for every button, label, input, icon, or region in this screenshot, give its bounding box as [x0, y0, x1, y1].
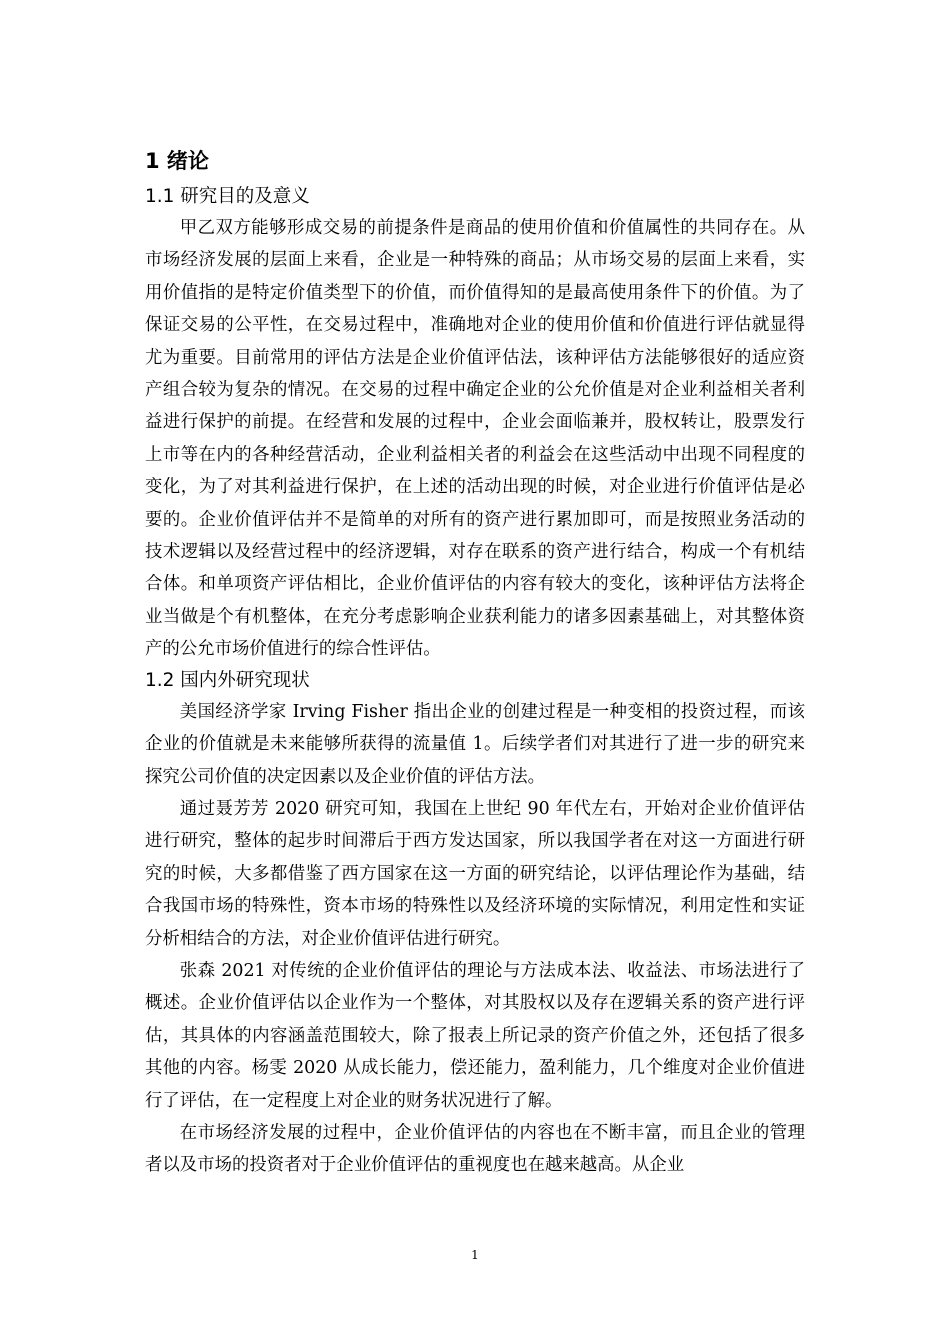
paragraph: 美国经济学家 Irving Fisher 指出企业的创建过程是一种变相的投资过程，而该企业的价值就是未来能够所获得的流量值 1。后续学者们对其进行了进一步的研究来探究公司价值的决定因素以及企业价值的评估方法。 — [145, 701, 805, 787]
document-page — [145, 130, 805, 1182]
section-1-2 — [145, 666, 805, 1182]
paragraph: 张森 2021 对传统的企业价值评估的理论与方法成本法、收益法、市场法进行了概述。企业价值评估以企业作为一个整体，对其股权以及存在逻辑关系的资产进行评估，其具体的内容涵盖范围较大，除了报表上所记录的资产价值之外，还包括了很多其他的内容。杨雯 2020 从成长能力，偿还能力，盈利能力，几个维度对企业价值进行了评估，在一定程度上对企业的财务状况进行了解。 — [145, 960, 805, 1111]
section-heading: 1.2 国内外研究现状 — [145, 669, 310, 691]
chapter-title: 1 绪论 — [145, 149, 209, 173]
section-1-1 — [145, 182, 805, 666]
section-heading: 1.1 研究目的及意义 — [145, 186, 310, 207]
paragraph: 甲乙双方能够形成交易的前提条件是商品的使用价值和价值属性的共同存在。从市场经济发展的层面上来看，企业是一种特殊的商品；从市场交易的层面上来看，实用价值指的是特定价值类型下的价值，而价值得知的是最高使用条件下的价值。为了保证交易的公平性，在交易过程中，准确地对企业的使用价值和价值进行评估就显得尤为重要。目前常用的评估方法是企业价值评估法，该种评估方法能够很好的适应资产组合较为复杂的情况。在交易的过程中确定企业的公允价值是对企业利益相关者利益进行保护的前提。在经营和发展的过程中，企业会面临兼并，股权转让，股票发行上市等在内的各种经营活动，企业利益相关者的利益会在这些活动中出现不同程度的变化，为了对其利益进行保护，在上述的活动出现的时候，对企业进行价值评估是必要的。企业价值评估并不是简单的对所有的资产进行累加即可，而是按照业务活动的技术逻辑以及经营过程中的经济逻辑，对存在联系的资产进行结合，构成一个有机结合体。和单项资产评估相比，企业价值评估的内容有较大的变化，该种评估方法将企业当做是个有机整体，在充分考虑影响企业获利能力的诸多因素基础上，对其整体资产的公允市场价值进行的综合性评估。 — [145, 218, 805, 660]
paragraph: 通过聂芳芳 2020 研究可知，我国在上世纪 90 年代左右，开始对企业价值评估进行研究，整体的起步时间滞后于西方发达国家，所以我国学者在对这一方面进行研究的时候，大多都借鉴了西方国家在这一方面的研究结论，以评估理论作为基础，结合我国市场的特殊性，资本市场的特殊性以及经济环境的实际情况，利用定性和实证分析相结合的方法，对企业价值评估进行研究。 — [145, 798, 805, 949]
page-number: 1 — [471, 1248, 479, 1262]
paragraph: 在市场经济发展的过程中，企业价值评估的内容也在不断丰富，而且企业的管理者以及市场的投资者对于企业价值评估的重视度也在越来越高。从企业 — [145, 1122, 805, 1176]
